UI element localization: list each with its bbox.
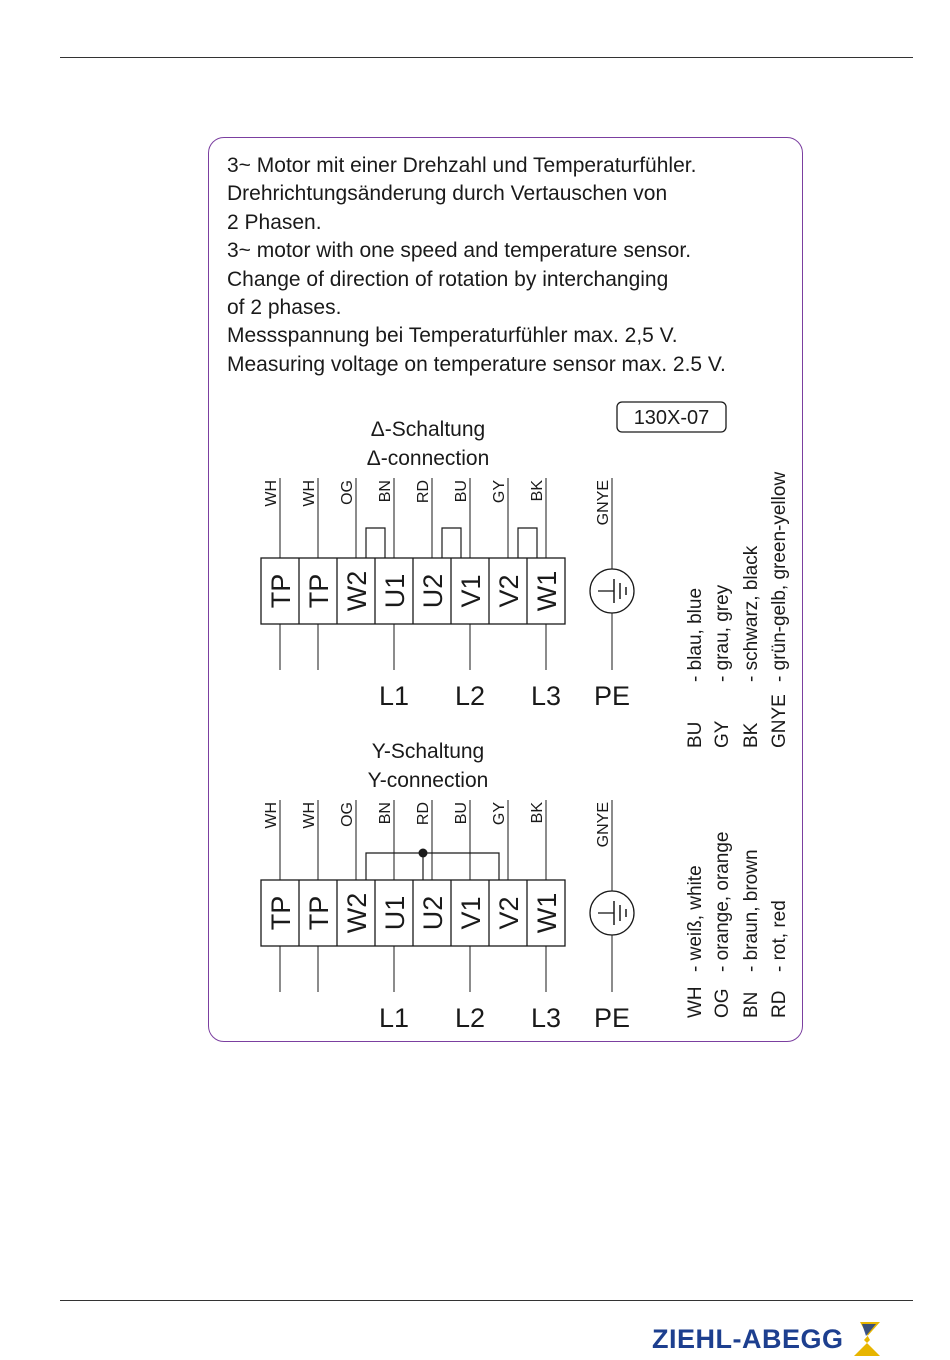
legend-text: - grün-gelb, green-yellow [769, 471, 790, 682]
star-terminal-w1: W1 [532, 892, 562, 934]
legend-code: BU [685, 721, 706, 748]
star-wire-color-rd: RD [415, 802, 432, 826]
delta-terminal-block [261, 478, 634, 711]
delta-title-de: Δ-Schaltung [370, 418, 486, 441]
star-wire-color-wh: WH [301, 802, 318, 829]
star-line-label-pe: PE [593, 1003, 631, 1033]
delta-terminal-tp: TP [304, 573, 334, 609]
legend-code: BN [741, 991, 762, 1018]
delta-wire-color-wh: WH [263, 480, 280, 507]
legend-item [712, 832, 733, 1019]
star-terminal-v2: V2 [494, 896, 524, 930]
legend-item [712, 584, 733, 748]
description-line: 3~ Motor mit einer Drehzahl und Temperaturfühler. [227, 154, 697, 177]
delta-line-label-l1: L1 [378, 681, 410, 711]
delta-terminal-w2: W2 [342, 570, 372, 612]
star-wire-color-bu: BU [453, 802, 470, 825]
delta-wire-color-bu: BU [453, 480, 470, 503]
legend-item [769, 472, 790, 748]
bridge-v2-w1 [518, 528, 537, 558]
delta-line-label-l3: L3 [530, 681, 562, 711]
star-wire-color-gnye: GNYE [595, 802, 612, 848]
bridge-w2-u1 [366, 528, 385, 558]
description-line: 2 Phasen. [227, 210, 322, 234]
delta-wire-color-og: OG [339, 480, 356, 505]
star-terminal-tp: TP [266, 895, 296, 931]
description-line: Drehrichtungsänderung durch Vertauschen von [227, 182, 668, 206]
delta-line-label-pe: PE [593, 681, 631, 711]
legend-code: RD [769, 990, 790, 1018]
star-wire-color-bn: BN [377, 802, 394, 825]
star-wire-color-bk: BK [529, 802, 546, 824]
legend-text: - weiß, white [685, 865, 706, 972]
brand-wordmark: ZIEHL-ABEGG [652, 1323, 844, 1354]
description-line: of 2 phases. [227, 296, 342, 320]
delta-wire-color-rd: RD [415, 480, 432, 504]
star-wire-color-og: OG [339, 802, 356, 827]
delta-terminal-tp: TP [266, 573, 296, 609]
star-wire-color-wh: WH [263, 802, 280, 829]
legend-text: - grau, grey [712, 584, 733, 682]
star-terminal-block [261, 800, 634, 1033]
bridge-u2-v1 [442, 528, 461, 558]
legend-code: WH [685, 986, 706, 1018]
legend-code: GNYE [769, 694, 790, 748]
delta-bridges [366, 528, 537, 558]
star-line-label-l1: L1 [378, 1003, 410, 1033]
legend-code: GY [712, 720, 733, 748]
diagram-code: 130X-07 [633, 407, 710, 429]
legend-text: - blau, blue [685, 587, 706, 682]
star-title-de: Y-Schaltung [371, 740, 485, 763]
description-line: Change of direction of rotation by interchanging [227, 267, 669, 291]
brand-emblem-icon [850, 1320, 884, 1358]
star-terminal-u1: U1 [380, 895, 410, 931]
delta-terminal-v2: V2 [494, 574, 524, 608]
star-terminal-tp: TP [304, 895, 334, 931]
star-line-label-l3: L3 [530, 1003, 562, 1033]
description-line: Measuring voltage on temperature sensor max. 2.5 V. [227, 352, 726, 376]
star-title-en: Y-connection [367, 769, 489, 792]
legend-code: BK [741, 722, 762, 748]
delta-terminal-u2: U2 [418, 573, 448, 609]
legend-text: - braun, brown [741, 849, 762, 972]
star-point-node [419, 849, 428, 858]
star-terminal-v1: V1 [456, 896, 486, 930]
color-legend-right [685, 472, 790, 748]
legend-item [741, 545, 762, 748]
delta-wire-color-gnye: GNYE [595, 480, 612, 526]
legend-item [685, 588, 706, 748]
legend-text: - schwarz, black [741, 545, 762, 682]
star-terminal-w2: W2 [342, 892, 372, 934]
delta-wire-color-gy: GY [491, 480, 508, 504]
delta-wire-color-wh: WH [301, 480, 318, 507]
legend-item [685, 865, 706, 1018]
legend-code: OG [712, 988, 733, 1018]
legend-item [741, 849, 762, 1018]
delta-terminal-u1: U1 [380, 573, 410, 609]
color-legend-left [685, 832, 790, 1019]
star-terminal-u2: U2 [418, 895, 448, 931]
delta-terminal-w1: W1 [532, 570, 562, 612]
brand-logo [652, 1318, 884, 1360]
legend-item [769, 900, 790, 1018]
star-wire-color-gy: GY [491, 802, 508, 826]
delta-line-label-l2: L2 [454, 681, 486, 711]
legend-text: - rot, red [769, 900, 790, 972]
delta-wire-color-bk: BK [529, 480, 546, 502]
description-line: Messspannung bei Temperaturfühler max. 2,5 V. [227, 324, 678, 348]
delta-title-en: Δ-connection [366, 447, 490, 470]
delta-terminal-v1: V1 [456, 574, 486, 608]
star-line-label-l2: L2 [454, 1003, 486, 1033]
delta-wire-color-bn: BN [377, 480, 394, 503]
legend-text: - orange, orange [712, 831, 733, 972]
description-line: 3~ motor with one speed and temperature sensor. [227, 239, 692, 263]
